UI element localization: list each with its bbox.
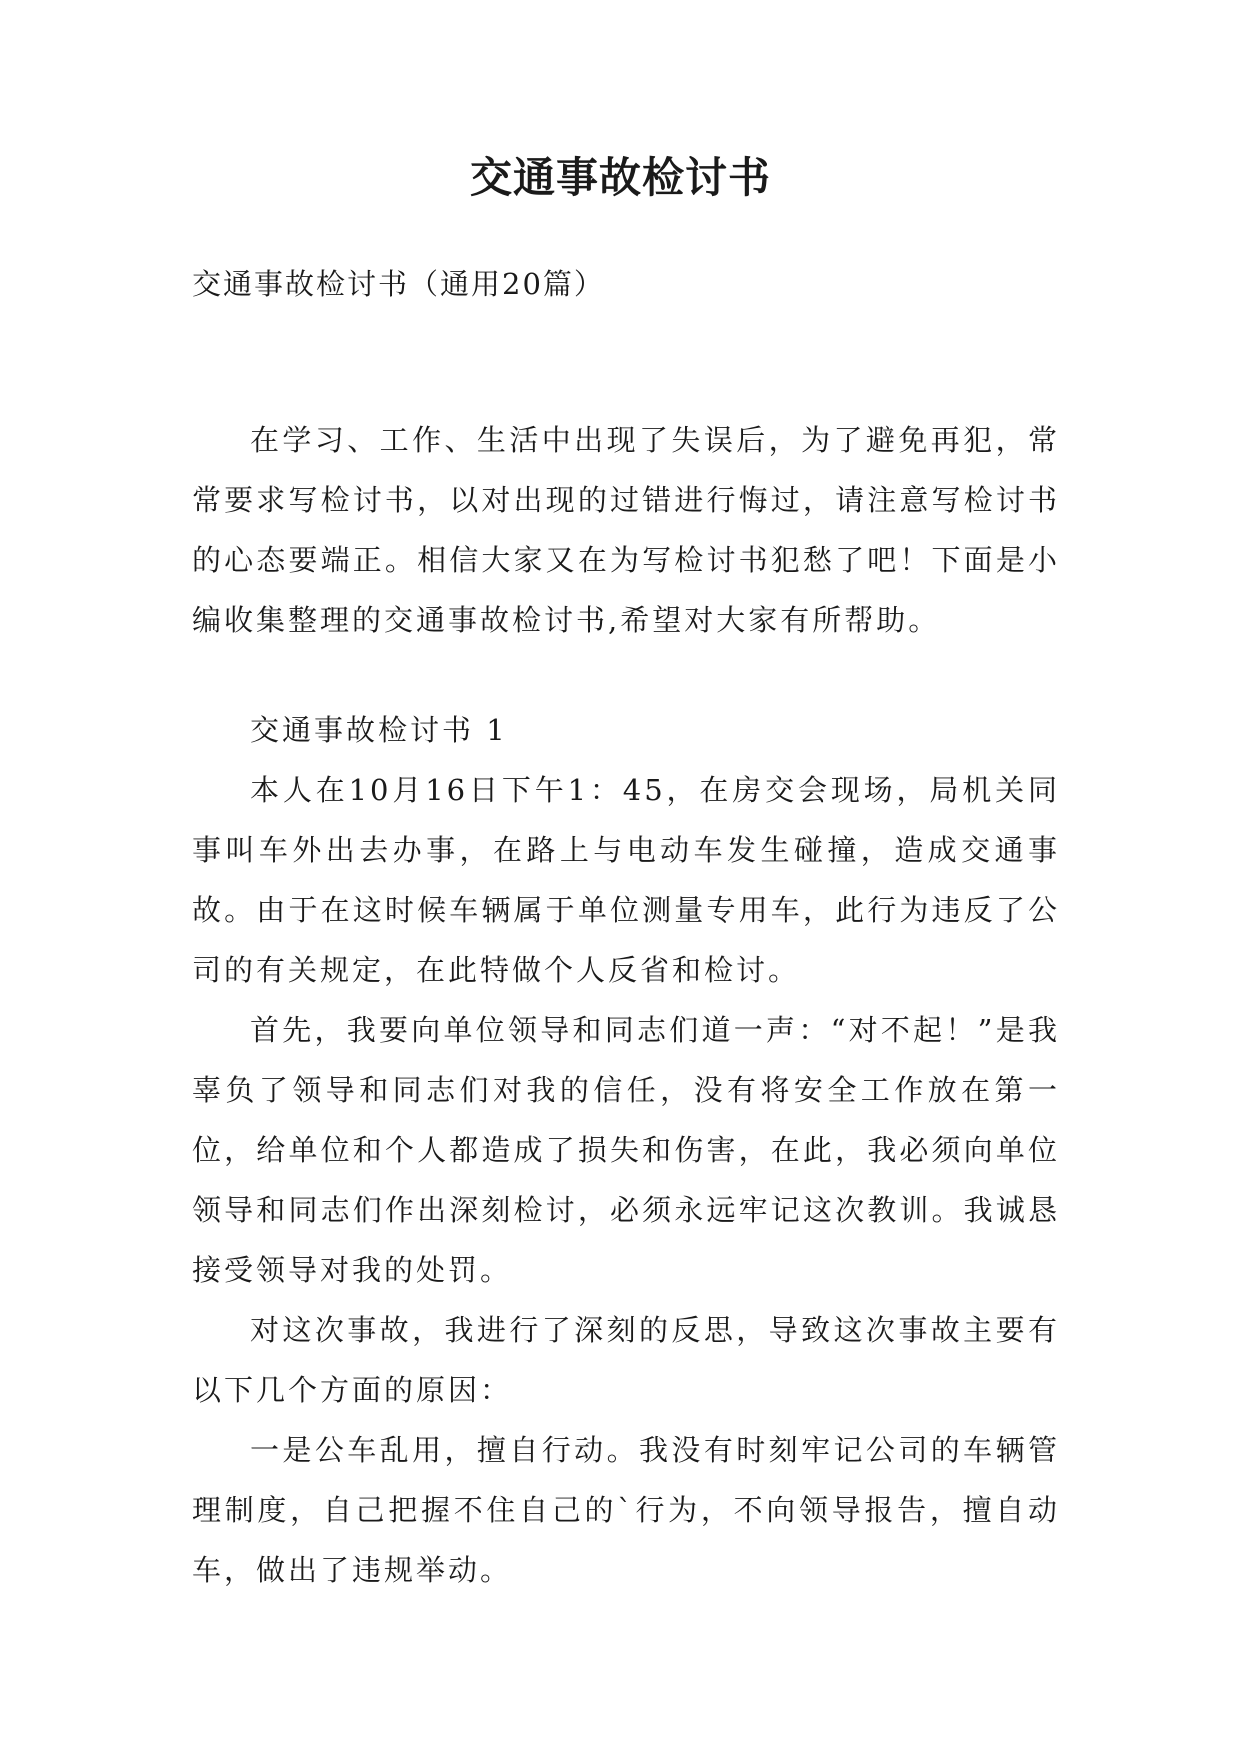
intro-block [192, 410, 1060, 650]
document-title: 交通事故检讨书 [469, 153, 771, 202]
paragraph-2: 首先，我要向单位领导和同志们道一声：“对不起！”是我辜负了领导和同志们对我的信任，没有将安全工作放在第一位，给单位和个人都造成了损失和伤害，在此，我必须向单位领导和同志们作出深刻检讨，必须永远牢记这次教训。我诚恳接受领导对我的处罚。 [192, 1013, 1060, 1287]
paragraph-1: 本人在10月16日下午1：45，在房交会现场，局机关同事叫车外出去办事，在路上与电动车发生碰撞，造成交通事故。由于在这时候车辆属于单位测量专用车，此行为违反了公司的有关规定，在此特做个人反省和检讨。 [192, 773, 1060, 987]
paragraph-3: 对这次事故，我进行了深刻的反思，导致这次事故主要有以下几个方面的原因： [192, 1313, 1060, 1407]
paragraph-4: 一是公车乱用，擅自行动。我没有时刻牢记公司的车辆管理制度，自己把握不住自己的`行为，不向领导报告，擅自动车，做出了违规举动。 [192, 1433, 1060, 1587]
document-subtitle: 交通事故检讨书（通用20篇） [192, 267, 605, 301]
intro-paragraph: 在学习、工作、生活中出现了失误后，为了避免再犯，常常要求写检讨书，以对出现的过错进行悔过，请注意写检讨书的心态要端正。相信大家又在为写检讨书犯愁了吧！下面是小编收集整理的交通事故检讨书,希望对大家有所帮助。 [192, 423, 1060, 637]
section-1 [192, 700, 1060, 1600]
section-heading: 交通事故检讨书 1 [250, 713, 508, 747]
